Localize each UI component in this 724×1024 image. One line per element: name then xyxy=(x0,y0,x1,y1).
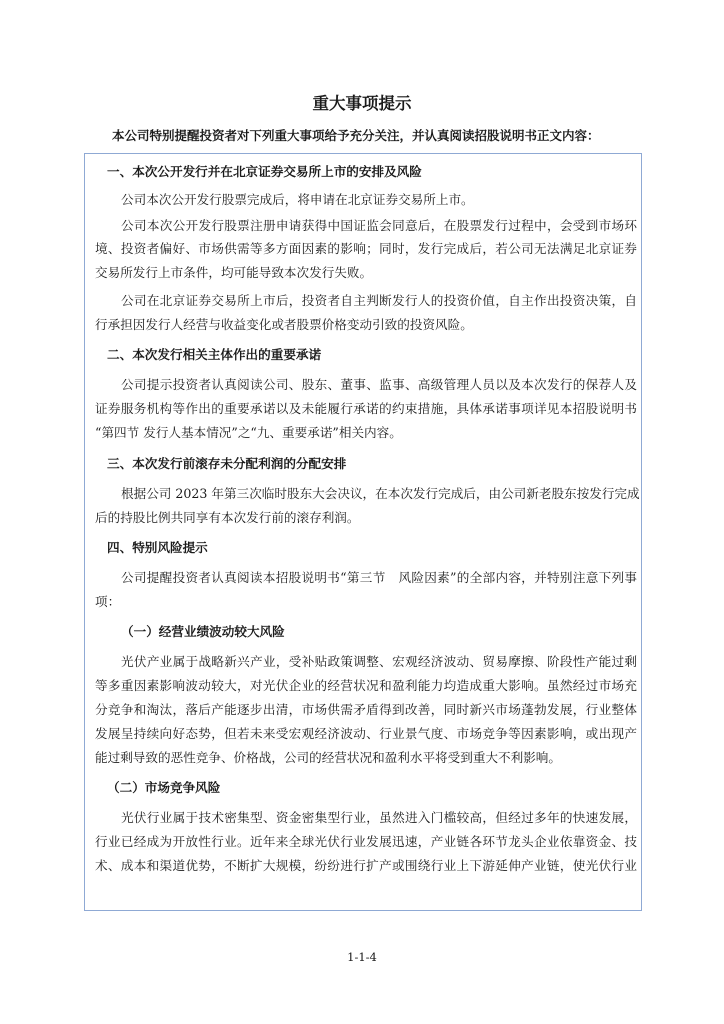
subsection-heading-1: （一）经营业绩波动较大风险 xyxy=(121,624,285,639)
section-heading-2: 二、本次发行相关主体作出的重要承诺 xyxy=(107,347,322,362)
section-heading-1: 一、本次公开发行并在北京证券交易所上市的安排及风险 xyxy=(107,164,422,179)
paragraph-line: 发展呈持续向好态势，但若未来受宏观经济波动、行业景气度、市场竞争等因素影响，或出现产 xyxy=(95,726,637,741)
paragraph-line: 能过剩导致的恶性竞争、价格战，公司的经营状况和盈利水平将受到重大不利影响。 xyxy=(95,750,561,765)
page-number: 1-1-4 xyxy=(347,950,377,964)
paragraph-line: 光伏行业属于技术密集型、资金密集型行业，虽然进入门槛较高，但经过多年的快速发展， xyxy=(121,810,637,825)
paragraph-line: 交易所发行上市条件，均可能导致本次发行失败。 xyxy=(95,265,373,280)
paragraph-line: 分竞争和淘汰，落后产能逐步出清，市场供需矛盾得到改善，同时新兴市场蓬勃发展，行业整体 xyxy=(95,702,637,717)
paragraph-line: 行承担因发行人经营与收益变化或者股票价格变动引致的投资风险。 xyxy=(95,317,473,332)
paragraph-line: 公司提示投资者认真阅读公司、股东、董事、监事、高级管理人员以及本次发行的保荐人及 xyxy=(121,377,637,392)
paragraph-line: 行业已经成为开放性行业。近年来全球光伏行业发展迅速，产业链各环节龙头企业依靠资金、技 xyxy=(95,834,637,849)
subsection-heading-2: （二）市场竞争风险 xyxy=(107,780,221,795)
intro-statement: 本公司特别提醒投资者对下列重大事项给予充分关注，并认真阅读招股说明书正文内容： xyxy=(112,128,600,143)
paragraph-line: 境、投资者偏好、市场供需等多方面因素的影响；同时，发行完成后，若公司无法满足北京证券 xyxy=(95,241,637,256)
paragraph-line: 术、成本和渠道优势，不断扩大规模，纷纷进行扩产或围绕行业上下游延伸产业链，使光伏行业 xyxy=(95,858,637,873)
paragraph-line: 后的持股比例共同享有本次发行前的滚存利润。 xyxy=(95,510,360,525)
content-box xyxy=(84,153,642,911)
paragraph-line: 公司本次公开发行股票完成后，将申请在北京证券交易所上市。 xyxy=(121,192,474,207)
page-title: 重大事项提示 xyxy=(312,94,412,113)
paragraph-line: 等多重因素影响波动较大，对光伏企业的经营状况和盈利能力均造成重大影响。虽然经过市场充 xyxy=(95,678,637,693)
paragraph-line: 项： xyxy=(95,594,121,609)
section-heading-3: 三、本次发行前滚存未分配利润的分配安排 xyxy=(107,456,347,471)
paragraph-line: 公司在北京证券交易所上市后，投资者自主判断发行人的投资价值，自主作出投资决策，自 xyxy=(121,293,637,308)
paragraph-line: 光伏产业属于战略新兴产业，受补贴政策调整、宏观经济波动、贸易摩擦、阶段性产能过剩 xyxy=(121,654,637,669)
paragraph-line: 公司本次公开发行股票注册申请获得中国证监会同意后，在股票发行过程中，会受到市场环 xyxy=(121,218,637,233)
section-heading-4: 四、特别风险提示 xyxy=(107,540,208,555)
paragraph-line: 根据公司 2023 年第三次临时股东大会决议，在本次发行完成后，由公司新老股东按发行完成 xyxy=(121,486,640,501)
paragraph-line: “第四节 发行人基本情况”之“九、重要承诺”相关内容。 xyxy=(95,425,402,440)
paragraph-line: 证券服务机构等作出的重要承诺以及未能履行承诺的约束措施，具体承诺事项详见本招股说明书 xyxy=(95,401,637,416)
paragraph-line: 公司提醒投资者认真阅读本招股说明书“第三节 风险因素”的全部内容，并特别注意下列事 xyxy=(121,570,637,585)
